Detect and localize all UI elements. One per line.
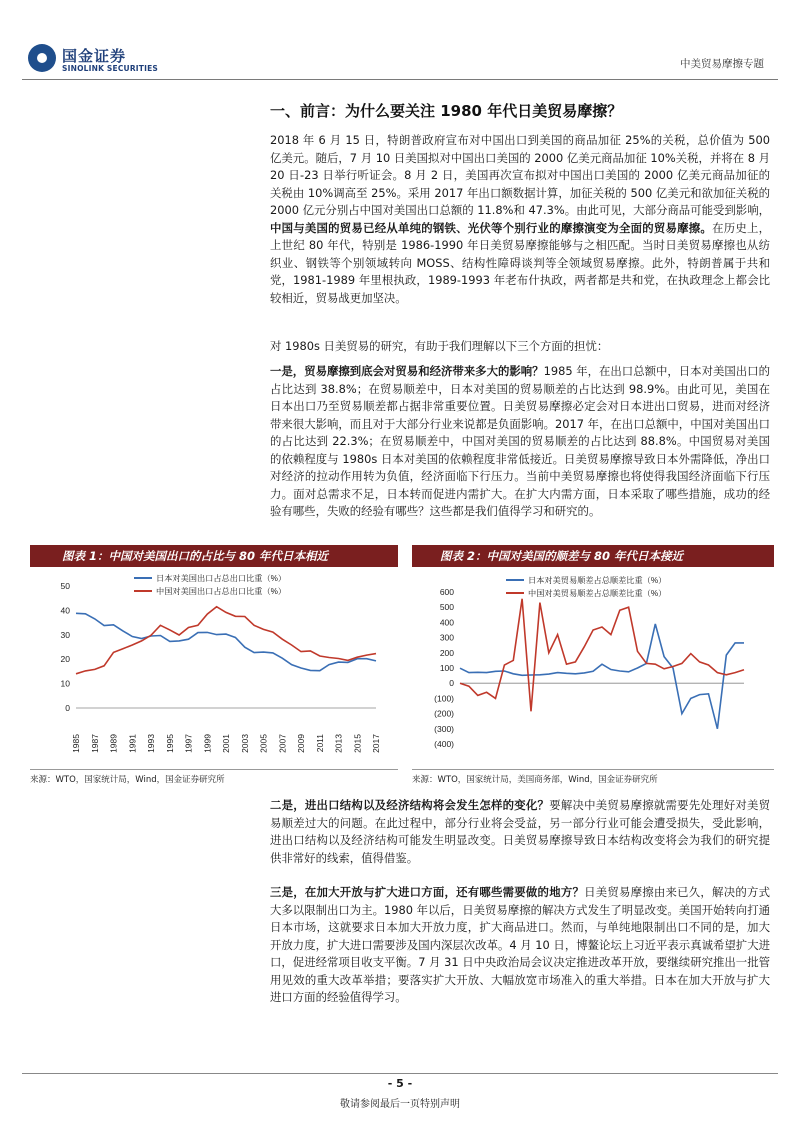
figure-2-legend-label-2: 中国对美贸易顺差占总顺差比重（%） xyxy=(528,589,667,598)
logo-english-name: SINOLINK SECURITIES xyxy=(62,64,159,73)
concern-2-heading: 二是，进出口结构以及经济结构将会发生怎样的变化？ xyxy=(270,798,550,812)
figure-1-x-tick-label: 2005 xyxy=(258,734,269,753)
figure-1-y-tick-label: 20 xyxy=(60,654,70,665)
figure-2-series-line-1 xyxy=(460,624,744,729)
paragraph-intro-part2: 在历史上，上世纪 80 年代，特别是 1986-1990 年日美贸易摩擦能够与之相匹配。当时日美贸易摩擦也从纺织业、钢铁等个别领域转向 MOSS、结构性障碍谈判等全领域贸易摩擦。此外，特朗普属于共和党，1981-1989 年里根执政，1989-1993 年老布什执政，两者都是共和党，在执政理念上都会比较相近，贸易战更加坚决。 xyxy=(270,220,770,305)
figure-2-source: 来源：WTO，国家统计局，美国商务部，Wind，国金证券研究所 xyxy=(412,775,658,785)
figure-1-x-tick-label: 2007 xyxy=(277,734,288,753)
report-topic: 中美贸易摩擦专题 xyxy=(680,58,764,70)
figure-2-y-tick-label: (100) xyxy=(434,693,454,704)
figure-1-x-tick-label: 2003 xyxy=(239,734,250,753)
figure-1-legend-label-1: 日本对美国出口占总出口比重（%） xyxy=(156,574,287,583)
concern-1-heading: 一是，贸易摩擦到底会对贸易和经济带来多大的影响？ xyxy=(270,364,544,378)
figure-1-y-tick-label: 40 xyxy=(60,605,70,616)
paragraph-intro-part1: 2018 年 6 月 15 日，特朗普政府宣布对中国出口到美国的商品加征 25%的关税，总价值为 500 亿美元。随后，7 月 10 日美国拟对中国出口美国的 2000 亿美元商品加征 10%关税，并将在 8 月 20 日-23 日举行听证会。8 月 2 日，美国再次宣布拟对中国出口美国的 2000 亿美元商品加征的关税由 10%调高至 25%。采用 2017 年出口额数据计算，加征关税的 500 亿美元和欲加征关税的 2000 亿元分别占中国对美国出口总额的 11.8%和 47.3%。由此可见，大部分商品可能受到影响， xyxy=(270,133,770,217)
figure-1-x-tick-label: 2011 xyxy=(314,734,325,753)
figure-1-source: 来源：WTO，国家统计局，Wind，国金证券研究所 xyxy=(30,775,225,785)
figure-1-y-tick-label: 10 xyxy=(60,678,70,689)
figure-1-y-tick-label: 30 xyxy=(60,629,70,640)
figure-1-source-divider xyxy=(30,769,398,770)
concern-1-text: 1985 年，在出口总额中，日本对美国出口的占比达到 38.8%；在贸易顺差中，日本对美国的贸易顺差的占比达到 98.9%。由此可见，美国在日本出口乃至贸易顺差都占据非常重要位置。日美贸易摩擦必定会对日本进出口贸易，进而对经济带来很大影响，而且对于大部分行业来说都是负面影响。2017 年，在出口总额中，中国对美国出口的占比达到 22.3%；在贸易顺差中，中国对美国的贸易顺差的占比达到 88.8%。中国贸易对美国的依赖程度与 1980s 日本对美国的依赖程度非常低接近。日美贸易摩擦导致日本外需降低，净出口对经济的拉动作用转为负值，经济面临下行压力。当前中美贸易摩擦也将使得我国经济面临下行压力。面对总需求不足，日本转而促进内需扩大。在扩大内需方面，日本采取了哪些措施，成功的经验有哪些，失败的经验有哪些？这些都是我们值得学习和研究的。 xyxy=(270,364,770,518)
concern-3-text: 日美贸易摩擦由来已久，解决的方式大多以限制出口为主。1980 年以后，日美贸易摩擦的解决方式发生了明显改变。美国开始转向打通日本市场，这就要求日本加大开放力度，扩大商品进口。然而，与单纯地限制出口不同的是，加大开放力度，扩大进口需要涉及国内深层次改革。4 月 10 日，博鳌论坛上习近平表示真诚希望扩大进口，促进经常项目收支平衡。7 月 31 日中央政治局会议决定推进改革开放，要继续研究推出一批管用见效的重大改革举措；要落实扩大开放、大幅放宽市场准入的重大举措。日本在加大开放与扩大进口方面的经验值得学习。 xyxy=(270,885,770,1004)
figure-1-chart xyxy=(30,570,398,766)
figure-2-legend-label-1: 日本对美贸易顺差占总顺差比重（%） xyxy=(528,576,667,585)
figure-1-x-tick-label: 1989 xyxy=(108,734,119,753)
paragraph-concern-1 xyxy=(270,363,770,521)
concern-3-heading: 三是，在加大开放与扩大进口方面，还有哪些需要做的地方？ xyxy=(270,885,585,899)
figure-1-legend-label-2: 中国对美国出口占总出口比重（%） xyxy=(156,587,287,596)
figure-1-series-line-1 xyxy=(76,613,376,670)
figure-1-x-tick-label: 2015 xyxy=(352,734,363,753)
figure-1-x-tick-label: 1999 xyxy=(202,734,213,753)
figure-2-y-tick-label: (400) xyxy=(434,739,454,749)
section-title: 一、前言：为什么要关注 1980 年代日美贸易摩擦？ xyxy=(270,102,623,120)
paragraph-concern-3 xyxy=(270,884,770,1007)
figure-2-y-tick-label: 200 xyxy=(439,647,454,658)
footer-divider xyxy=(22,1073,778,1074)
figure-2-title: 图表 2：中国对美国的顺差与 80 年代日本接近 xyxy=(440,549,684,563)
figure-1-x-tick-label: 2009 xyxy=(296,734,306,753)
paragraph-intro xyxy=(270,132,770,307)
paragraph-intro-highlight: 中国与美国的贸易已经从单纯的钢铁、光伏等个别行业的摩擦演变为全面的贸易摩擦。 xyxy=(270,220,713,235)
concern-2-text: 要解决中美贸易摩擦就需要先处理好对美贸易顺差过大的问题。在此过程中，部分行业将会受益，另一部分行业可能会遭受损失，受此影响，进出口结构以及经济结构可能发生明显改变。日美贸易摩擦导致日本结构改变将会为我们的研究提供非常好的线索，值得借鉴。 xyxy=(270,798,770,865)
figure-1-x-tick-label: 1993 xyxy=(146,734,156,753)
figure-2-y-tick-label: 400 xyxy=(439,617,454,628)
figure-2-y-tick-label: 100 xyxy=(439,663,454,673)
figure-1-x-tick-label: 1987 xyxy=(89,734,100,753)
figure-1-y-tick-label: 0 xyxy=(65,703,70,713)
figure-2-y-tick-label: 0 xyxy=(449,678,454,689)
figure-2-source-divider xyxy=(412,769,774,770)
figure-2-y-tick-label: 300 xyxy=(439,632,454,643)
figure-2-y-tick-label: (300) xyxy=(434,723,454,734)
figure-1-x-tick-label: 1991 xyxy=(127,734,138,753)
figure-1-title: 图表 1：中国对美国出口的占比与 80 年代日本相近 xyxy=(62,549,329,563)
figure-2-chart xyxy=(412,570,774,766)
paragraph-concern-2 xyxy=(270,797,770,867)
figure-1-x-tick-label: 2017 xyxy=(371,734,381,753)
page-number: - 5 - xyxy=(387,1077,413,1090)
paragraph-concerns: 对 1980s 日美贸易的研究，有助于我们理解以下三个方面的担忧： xyxy=(270,339,609,353)
logo-chinese-name: 国金证券 xyxy=(62,47,127,65)
company-logo-icon xyxy=(28,44,56,72)
footer-disclaimer: 敬请参阅最后一页特别声明 xyxy=(340,1099,460,1110)
figure-1-x-tick-label: 2001 xyxy=(221,734,231,753)
figure-1-x-tick-label: 1985 xyxy=(71,734,81,753)
figure-2-y-tick-label: 500 xyxy=(439,602,454,613)
figure-2-y-tick-label: 600 xyxy=(439,587,454,597)
figure-1-y-tick-label: 50 xyxy=(60,581,70,591)
figure-2-y-tick-label: (200) xyxy=(434,708,454,719)
figure-1-x-tick-label: 1997 xyxy=(183,734,194,753)
figure-1-x-tick-label: 2013 xyxy=(333,734,344,753)
figure-1-x-tick-label: 1995 xyxy=(164,734,175,753)
header-divider xyxy=(22,79,778,80)
